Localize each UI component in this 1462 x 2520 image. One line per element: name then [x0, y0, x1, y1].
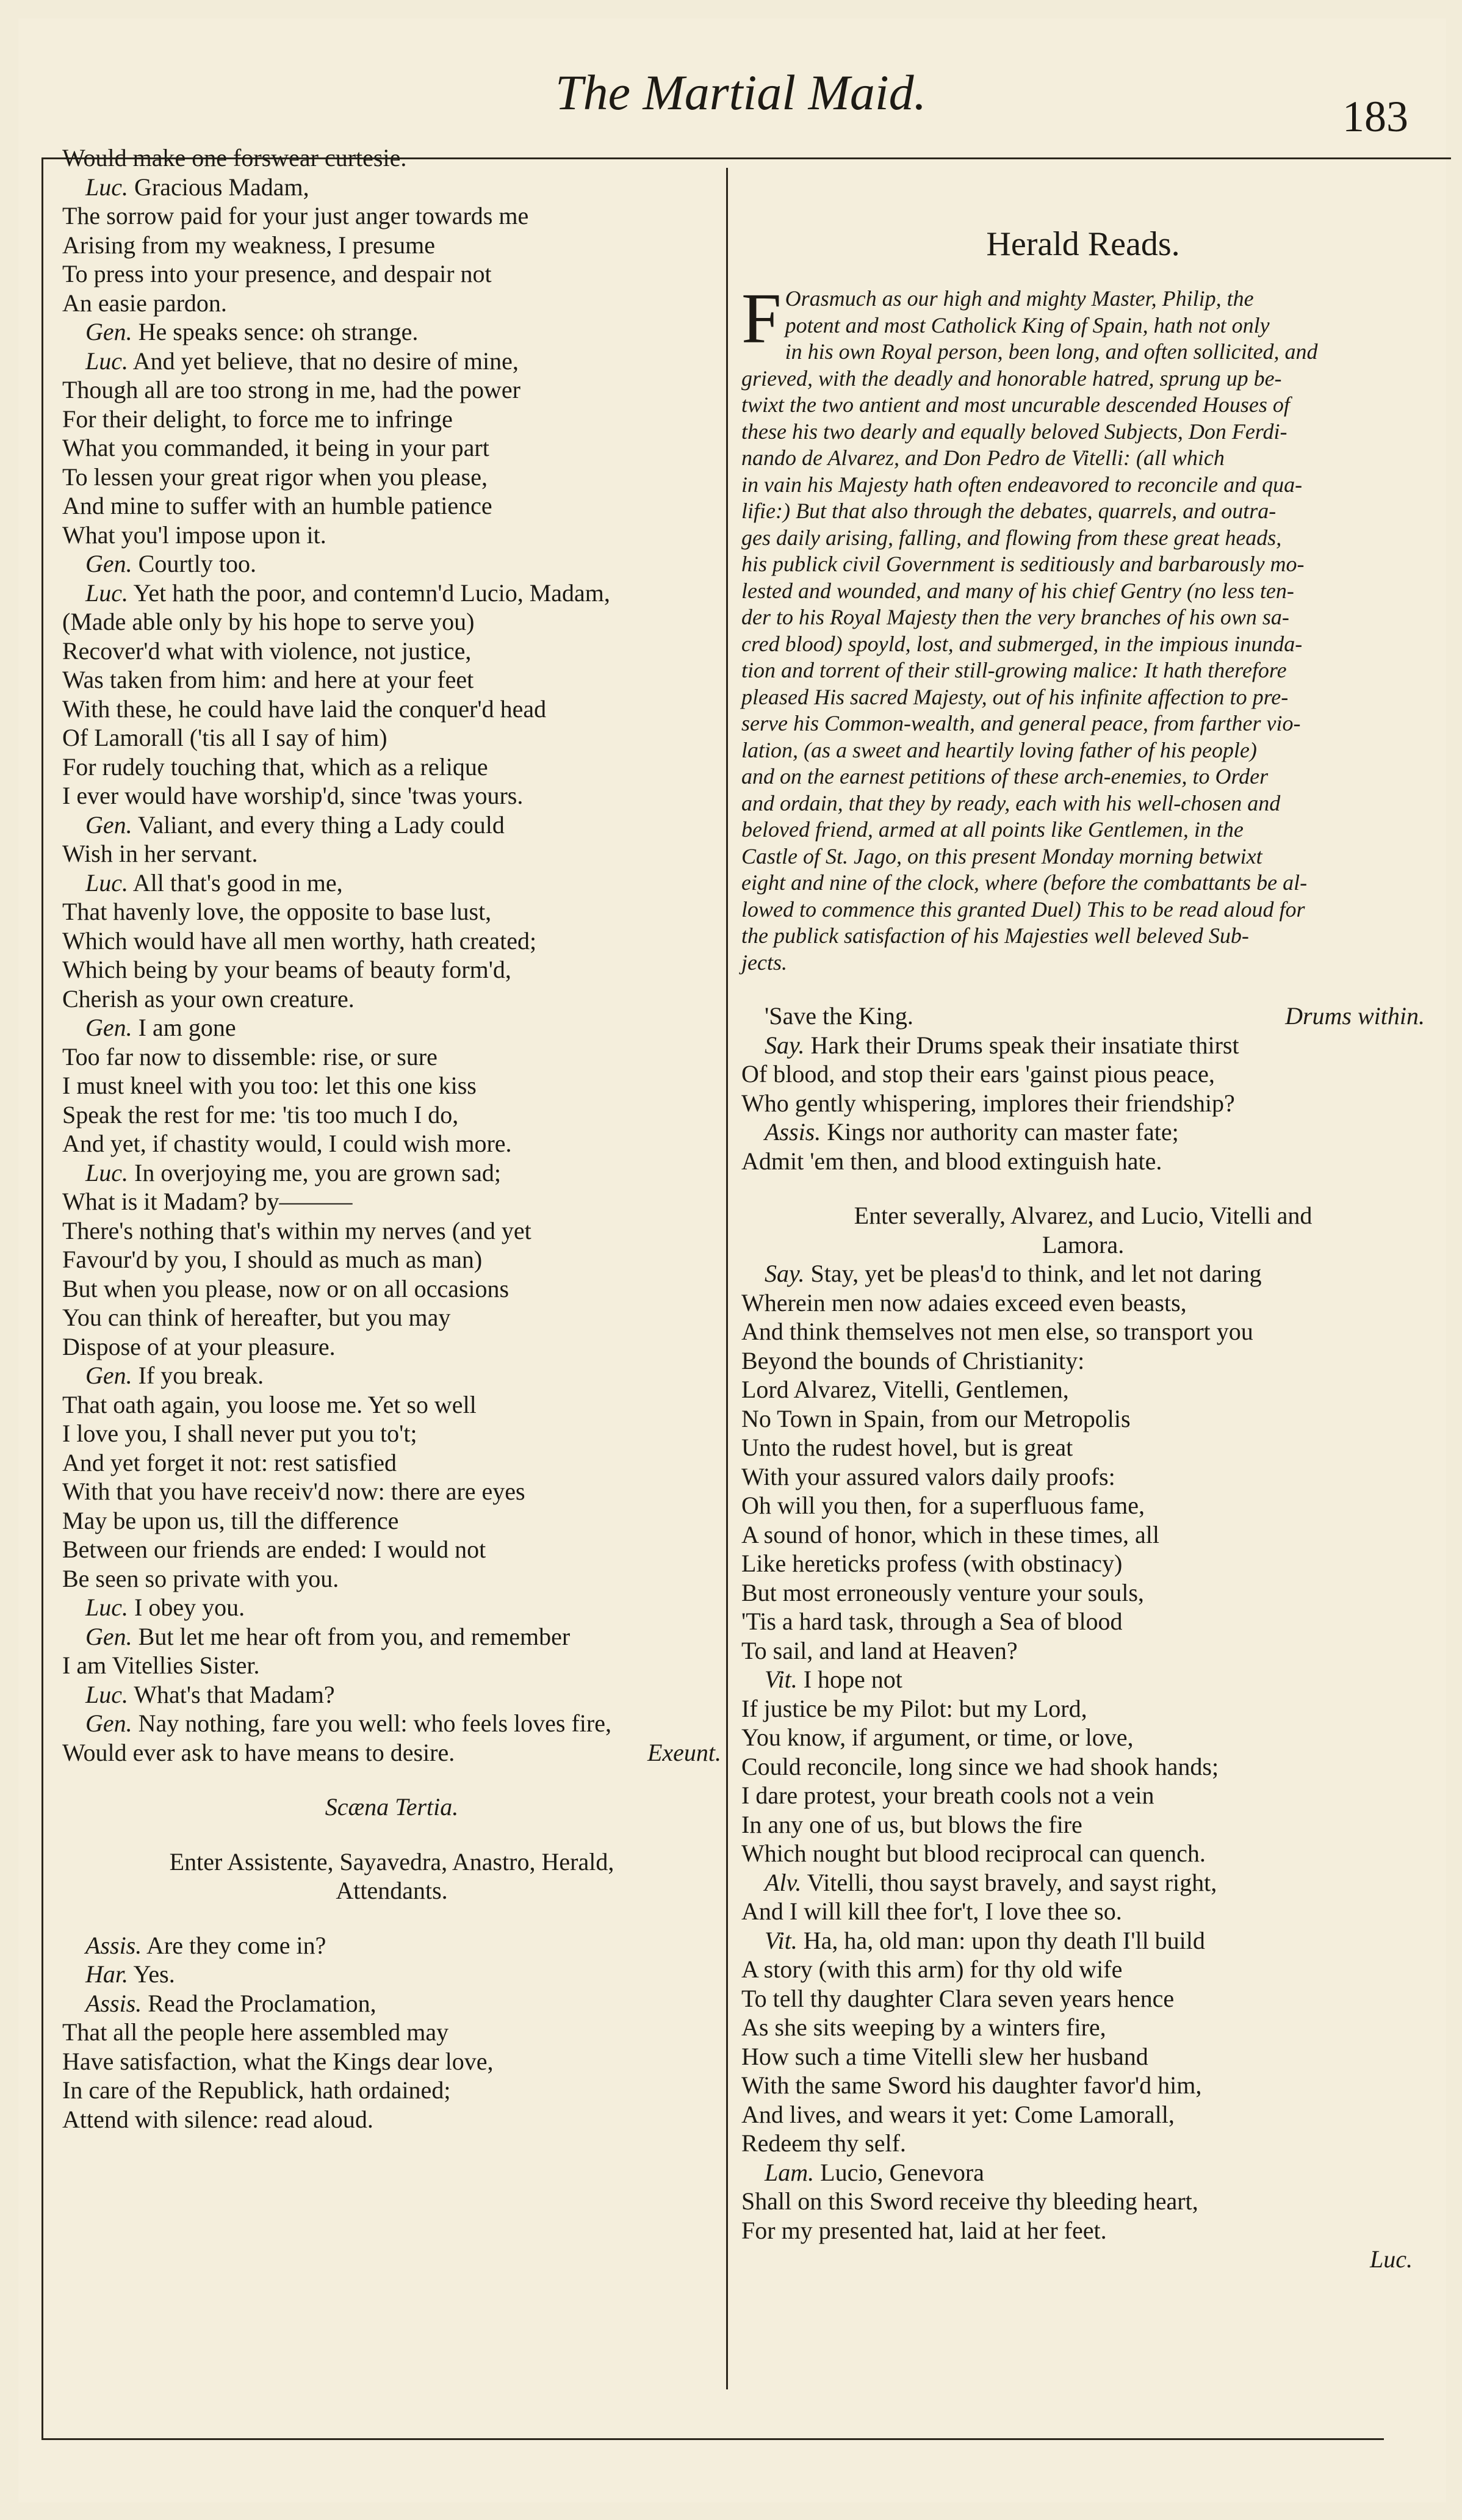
line-text: And I will kill thee for't, I love thee so.: [741, 1897, 1122, 1925]
verse-line: [741, 1002, 1425, 1031]
line-text: Valiant, and every thing a Lady could: [137, 811, 505, 839]
verse-line: [741, 1984, 1425, 2013]
right-column: [741, 220, 1425, 2274]
line-text: What is it Madam? by———: [62, 1188, 353, 1215]
speaker-name: Har.: [85, 1960, 129, 1988]
speech-line: [62, 347, 721, 376]
line-text: To sail, and land at Heaven?: [741, 1636, 1018, 1664]
line-text: I love you, I shall never put you to't;: [62, 1420, 417, 1447]
proclamation-line: and on the earnest petitions of these arch-enemies, to Order: [741, 764, 1269, 789]
line-text: With that you have receiv'd now: there are eyes: [62, 1478, 525, 1505]
verse-line: [62, 143, 721, 173]
line-text: For my presented hat, laid at her feet.: [741, 2216, 1107, 2244]
speech-line: [62, 1158, 721, 1188]
line-text: Arising from my weakness, I presume: [62, 231, 435, 259]
verse-line: [741, 1060, 1425, 1089]
verse-line: [62, 781, 721, 811]
line-text: Shall on this Sword receive thy bleeding heart,: [741, 2187, 1198, 2215]
proclamation-line: and ordain, that they by ready, each with his well-chosen and: [741, 790, 1281, 815]
stage-direction: Exeunt.: [647, 1738, 721, 1766]
verse-line: [741, 2216, 1425, 2245]
proclamation-line: ges daily arising, falling, and flowing from these great heads,: [741, 525, 1282, 550]
speaker-name: Luc.: [85, 868, 128, 897]
line-text: (Made able only by his hope to serve you): [62, 608, 475, 635]
bottom-rule: [41, 2438, 1384, 2440]
verse-line: [62, 2018, 721, 2047]
verse-line: [741, 1375, 1425, 1404]
line-text: To press into your presence, and despair not: [62, 260, 492, 287]
spacer: [62, 1905, 721, 1931]
verse-line: [62, 695, 721, 724]
speaker-name: Gen.: [85, 811, 132, 839]
line-text: Cherish as your own creature.: [62, 984, 355, 1013]
verse-line: [62, 984, 721, 1014]
line-text: No Town in Spain, from our Metropolis: [741, 1404, 1131, 1432]
verse-line: [741, 1694, 1425, 1724]
speaker-name: Luc.: [85, 1594, 128, 1621]
verse-line: [62, 1564, 721, 1594]
verse-line: [62, 433, 721, 463]
spacer: [62, 1822, 721, 1847]
proclamation-line: lifie:) But that also through the debates, quarrels, and outra-: [741, 499, 1277, 523]
verse-line: [741, 1520, 1425, 1550]
line-text: Be seen so private with you.: [62, 1564, 339, 1592]
verse-line: [62, 926, 721, 956]
speech-line: [62, 1931, 721, 1960]
speaker-name: Say.: [765, 1260, 805, 1287]
proclamation-line: his publick civil Government is seditiously and barbarously mo-: [741, 552, 1305, 576]
verse-line: [62, 259, 721, 289]
proclamation-line: lowed to commence this granted Duel) This to be read aloud for: [741, 897, 1305, 922]
line-text: What's that Madam?: [134, 1680, 335, 1708]
line-text: A story (with this arm) for thy old wife: [741, 1955, 1123, 1983]
line-text: Beyond the bounds of Christianity:: [741, 1346, 1085, 1374]
line-text: How such a time Vitelli slew her husband: [741, 2042, 1148, 2070]
speaker-name: Gen.: [85, 1622, 132, 1650]
line-text: Who gently whispering, implores their friendship?: [741, 1089, 1235, 1117]
verse-line: [62, 1419, 721, 1448]
verse-line: [62, 1100, 721, 1130]
line-text: If justice be my Pilot: but my Lord,: [741, 1694, 1087, 1722]
line-text: I am gone: [138, 1014, 236, 1041]
verse-line: [62, 839, 721, 868]
verse-line: [62, 521, 721, 550]
verse-line: [741, 1636, 1425, 1666]
line-text: The sorrow paid for your just anger towards me: [62, 202, 529, 229]
spacer: [741, 1175, 1425, 1201]
proclamation-line: nando de Alvarez, and Don Pedro de Vitelli: (all which: [741, 446, 1225, 470]
verse-line: [62, 753, 721, 782]
verse-line: [741, 1433, 1425, 1462]
speaker-name: Gen.: [85, 1362, 132, 1389]
verse-line: [741, 1288, 1425, 1318]
speech-line: [62, 317, 721, 347]
speaker-name: Assis.: [85, 1931, 142, 1959]
verse-line: [62, 1506, 721, 1536]
proclamation-line: twixt the two antient and most uncurable descended Houses of: [741, 392, 1290, 417]
line-text: Would make one forswear curtesie.: [62, 144, 407, 171]
line-text: You can think of hereafter, but you may: [62, 1304, 451, 1331]
line-text: In overjoying me, you are grown sad;: [134, 1158, 501, 1186]
stage-direction: Drums within.: [1285, 1002, 1425, 1030]
speech-line: [62, 173, 721, 202]
stage-direction: Lamora.: [1042, 1230, 1125, 1258]
proclamation-line: jects.: [741, 950, 787, 975]
verse-line: [62, 1448, 721, 1478]
verse-line: [62, 405, 721, 434]
proclamation-line: potent and most Catholick King of Spain, hath not only: [785, 312, 1270, 338]
verse-line: [741, 1147, 1425, 1176]
speech-line: [62, 1960, 721, 1989]
verse-line: [741, 2187, 1425, 2216]
line-text: For their delight, to force me to infringe: [62, 405, 453, 433]
stage-direction: Attendants.: [336, 1877, 448, 1904]
verse-line: [741, 1752, 1425, 1782]
spacer: [741, 976, 1425, 1002]
verse-line: [62, 1477, 721, 1506]
line-text: Gracious Madam,: [134, 173, 309, 201]
proclamation-line: der to his Royal Majesty then the very branches of his own sa-: [741, 605, 1289, 629]
verse-line: [62, 491, 721, 521]
verse-line: [741, 1955, 1425, 1984]
verse-line: [741, 1346, 1425, 1376]
verse-line: [62, 1390, 721, 1420]
line-text: May be upon us, till the difference: [62, 1506, 399, 1534]
book-page: [18, 18, 1446, 2502]
speech-line: [62, 549, 721, 579]
verse-line: [741, 2129, 1425, 2158]
line-text: Lucio, Genevora: [820, 2158, 984, 2186]
line-text: I dare protest, your breath cools not a vein: [741, 1782, 1154, 1809]
speaker-name: Gen.: [85, 318, 132, 345]
speech-line: [741, 1868, 1425, 1897]
line-text: That oath again, you loose me. Yet so well: [62, 1390, 477, 1418]
verse-line: [741, 2071, 1425, 2100]
verse-line: [741, 1781, 1425, 1810]
verse-line: [62, 1187, 721, 1216]
line-text: I ever would have worship'd, since 'twas yours.: [62, 782, 524, 809]
line-text: I must kneel with you too: let this one kiss: [62, 1072, 477, 1099]
line-text: But when you please, now or on all occasions: [62, 1274, 510, 1302]
line-text: Yes.: [133, 1960, 175, 1988]
line-text: Like hereticks profess (with obstinacy): [741, 1550, 1123, 1577]
line-text: 'Tis a hard task, through a Sea of blood: [741, 1608, 1123, 1635]
verse-line: [741, 1549, 1425, 1578]
line-text: Wherein men now adaies exceed even beasts,: [741, 1288, 1187, 1316]
verse-line: [62, 955, 721, 984]
proclamation-line: grieved, with the deadly and honorable hatred, sprung up be-: [741, 366, 1282, 391]
line-text: And yet forget it not: rest satisfied: [62, 1448, 397, 1476]
line-text: Too far now to dissemble: rise, or sure: [62, 1042, 438, 1070]
line-text: I hope not: [803, 1666, 902, 1693]
stage-direction: Enter severally, Alvarez, and Lucio, Vitelli and: [854, 1202, 1313, 1229]
verse-line: [62, 1216, 721, 1246]
speech-line: [62, 1361, 721, 1390]
line-text: Would ever ask to have means to desire.: [62, 1738, 455, 1766]
line-text: Which being by your beams of beauty form'd,: [62, 956, 511, 983]
line-text: Are they come in?: [146, 1931, 326, 1959]
line-text: Dispose of at your pleasure.: [62, 1332, 336, 1360]
line-text: Lord Alvarez, Vitelli, Gentlemen,: [741, 1376, 1069, 1403]
line-text: For rudely touching that, which as a relique: [62, 753, 488, 781]
proclamation-line: eight and nine of the clock, where (before the combattants be al-: [741, 870, 1308, 895]
line-text: He speaks sence: oh strange.: [138, 318, 419, 345]
line-text: That havenly love, the opposite to base lust,: [62, 898, 492, 925]
verse-line: [741, 1404, 1425, 1434]
line-text: Nay nothing, fare you well: who feels loves fire,: [138, 1709, 611, 1737]
speech-line: [62, 1013, 721, 1042]
line-text: To tell thy daughter Clara seven years hence: [741, 1984, 1175, 2012]
verse-line: [62, 1535, 721, 1564]
line-text: Kings nor authority can master fate;: [827, 1118, 1179, 1146]
line-text: As she sits weeping by a winters fire,: [741, 2013, 1106, 2041]
line-text: Of Lamorall ('tis all I say of him): [62, 724, 387, 751]
speaker-name: Say.: [765, 1031, 805, 1059]
line-text: And yet, if chastity would, I could wish more.: [62, 1130, 512, 1157]
speaker-name: Assis.: [765, 1118, 821, 1146]
verse-line: [741, 1317, 1425, 1346]
line-text: I am Vitellies Sister.: [62, 1652, 260, 1679]
verse-line: [62, 723, 721, 753]
line-text: And yet believe, that no desire of mine,: [132, 347, 519, 375]
proclamation-line: beloved friend, armed at all points like Gentlemen, in the: [741, 817, 1244, 842]
line-text: Hark their Drums speak their insatiate thirst: [810, 1031, 1239, 1059]
verse-line: [62, 2076, 721, 2105]
line-text: With your assured valors daily proofs:: [741, 1462, 1115, 1490]
verse-line: [62, 1332, 721, 1362]
verse-line: [62, 1071, 721, 1100]
line-text: An easie pardon.: [62, 289, 227, 317]
line-text: If you break.: [138, 1362, 264, 1389]
verse-line: [741, 1578, 1425, 1608]
verse-line: [62, 289, 721, 318]
line-text: 'Save the King.: [765, 1002, 913, 1030]
proclamation-line: tion and torrent of their still-growing malice: It hath therefore: [741, 658, 1287, 682]
speaker-name: Luc.: [85, 1158, 128, 1186]
verse-line: [62, 1129, 721, 1158]
verse-line: [62, 463, 721, 492]
verse-line: [62, 231, 721, 260]
speaker-name: Luc.: [85, 347, 128, 375]
line-text: A sound of honor, which in these times, all: [741, 1520, 1159, 1548]
speaker-name: Vit.: [765, 1666, 798, 1693]
scene-heading: Scæna Tertia.: [325, 1793, 459, 1821]
line-text: Unto the rudest hovel, but is great: [741, 1434, 1073, 1461]
verse-line: [741, 1839, 1425, 1868]
verse-line: [62, 2047, 721, 2076]
line-text: Yet hath the poor, and contemn'd Lucio, Madam,: [133, 579, 610, 607]
proclamation-line: these his two dearly and equally beloved Subjects, Don Ferdi-: [741, 419, 1287, 444]
right-column-dialogue: [741, 1002, 1425, 2245]
speech-line: [741, 1259, 1425, 1288]
verse-line: [62, 1274, 721, 1304]
proclamation-line: serve his Common-wealth, and general peace, from farther vio-: [741, 711, 1301, 735]
line-text: Wish in her servant.: [62, 840, 258, 867]
verse-line: [62, 1042, 721, 1072]
line-text: Could reconcile, long since we had shook hands;: [741, 1752, 1219, 1780]
left-rule: [41, 157, 43, 2440]
line-text: Read the Proclamation,: [148, 1989, 376, 2017]
speech-line: [62, 811, 721, 840]
column-divider: [726, 168, 728, 2389]
speaker-name: Alv.: [765, 1868, 802, 1896]
verse-line: [62, 1303, 721, 1332]
line-text: To lessen your great rigor when you please,: [62, 463, 488, 491]
line-text: Favour'd by you, I should as much as man): [62, 1246, 483, 1273]
line-text: I obey you.: [134, 1594, 245, 1621]
verse-line: [62, 2105, 721, 2134]
line-text: All that's good in me,: [132, 868, 343, 897]
proclamation-line: the publick satisfaction of his Majesties well beleved Sub-: [741, 923, 1249, 948]
line-text: With these, he could have laid the conquer'd head: [62, 695, 547, 723]
proclamation-text: [741, 278, 1425, 1002]
line-text: Which would have all men worthy, hath created;: [62, 926, 537, 955]
line-text: Between our friends are ended: I would not: [62, 1536, 486, 1563]
proclamation-line: in his own Royal person, been long, and often sollicited, and: [785, 339, 1318, 364]
proclamation-line: cred blood) spoyld, lost, and submerged, in the impious inunda-: [741, 631, 1303, 656]
verse-line: [741, 2100, 1425, 2129]
running-head: The Martial Maid.: [555, 65, 927, 120]
proclamation-line: lation, (as a sweet and heartily loving father of his people): [741, 737, 1257, 762]
verse-line: [62, 201, 721, 231]
speech-line: [741, 1031, 1425, 1060]
speech-line: [741, 2158, 1425, 2187]
verse-line: [62, 897, 721, 926]
catchword: Luc.: [1370, 2245, 1413, 2273]
line-text: But let me hear oft from you, and remember: [138, 1622, 571, 1650]
line-text: And think themselves not men else, so transport you: [741, 1318, 1253, 1345]
line-text: Courtly too.: [138, 550, 256, 577]
speech-line: [62, 1989, 721, 2018]
speech-line: [62, 579, 721, 608]
left-column: [62, 143, 721, 2134]
line-text: Redeem thy self.: [741, 2129, 906, 2157]
speaker-name: Lam.: [765, 2158, 815, 2186]
verse-line: [62, 375, 721, 405]
speech-line: [62, 1680, 721, 1709]
line-text: Which nought but blood reciprocal can quench.: [741, 1839, 1206, 1867]
herald-heading: Herald Reads.: [986, 225, 1180, 263]
speech-line: [741, 1117, 1425, 1147]
speaker-name: Gen.: [85, 1014, 132, 1041]
speech-line: [62, 1709, 721, 1738]
speech-line: [741, 1665, 1425, 1694]
verse-line: [62, 1738, 721, 1767]
verse-line: [741, 2013, 1425, 2042]
line-text: That all the people here assembled may: [62, 2018, 449, 2046]
verse-line: [741, 2042, 1425, 2071]
speaker-name: Luc.: [85, 1680, 128, 1708]
line-text: But most erroneously venture your souls,: [741, 1578, 1144, 1606]
speaker-name: Gen.: [85, 1709, 132, 1737]
verse-line: [62, 637, 721, 666]
speaker-name: Luc.: [85, 579, 128, 607]
line-text: Vitelli, thou sayst bravely, and sayst right,: [807, 1868, 1217, 1896]
speech-line: [62, 1593, 721, 1622]
verse-line: [62, 607, 721, 637]
verse-line: [741, 1491, 1425, 1520]
speech-line: [62, 1622, 721, 1652]
speech-line: [741, 1926, 1425, 1955]
line-text: Was taken from him: and here at your feet: [62, 666, 474, 693]
line-text: In any one of us, but blows the fire: [741, 1810, 1082, 1838]
line-text: There's nothing that's within my nerves (and yet: [62, 1216, 531, 1244]
line-text: Of blood, and stop their ears 'gainst pious peace,: [741, 1060, 1215, 1088]
proclamation-line: Castle of St. Jago, on this present Monday morning betwixt: [741, 843, 1262, 868]
spacer: [62, 1767, 721, 1793]
line-text: What you'l impose upon it.: [62, 521, 326, 549]
line-text: In care of the Republick, hath ordained;: [62, 2076, 451, 2104]
speaker-name: Gen.: [85, 550, 132, 577]
line-text: And lives, and wears it yet: Come Lamorall,: [741, 2100, 1175, 2128]
verse-line: [62, 1651, 721, 1680]
verse-line: [741, 1810, 1425, 1839]
line-text: Oh will you then, for a superfluous fame,: [741, 1492, 1145, 1519]
line-text: Speak the rest for me: 'tis too much I do,: [62, 1100, 459, 1128]
page-number: 183: [1342, 92, 1408, 141]
stage-direction: Enter Assistente, Sayavedra, Anastro, Herald,: [169, 1847, 614, 1876]
verse-line: [62, 665, 721, 695]
line-text: And mine to suffer with an humble patience: [62, 492, 492, 519]
line-text: Recover'd what with violence, not justice,: [62, 637, 472, 665]
verse-line: [741, 1089, 1425, 1118]
proclamation-line: lested and wounded, and many of his chief Gentry (no less ten-: [741, 578, 1294, 603]
verse-line: [741, 1607, 1425, 1636]
line-text: Though all are too strong in me, had the power: [62, 376, 520, 403]
line-text: What you commanded, it being in your part: [62, 434, 489, 461]
verse-line: [741, 1723, 1425, 1752]
line-text: With the same Sword his daughter favor'd him,: [741, 2071, 1202, 2099]
proclamation-line: in vain his Majesty hath often endeavored to reconcile and qua-: [741, 472, 1303, 497]
drop-capital: F: [741, 278, 782, 358]
verse-line: [741, 1462, 1425, 1492]
line-text: Have satisfaction, what the Kings dear love,: [62, 2047, 494, 2075]
speaker-name: Luc.: [85, 173, 128, 201]
proclamation-line: Orasmuch as our high and mighty Master, Philip, the: [785, 286, 1254, 311]
verse-line: [741, 1897, 1425, 1926]
speech-line: [62, 868, 721, 898]
speaker-name: Vit.: [765, 1926, 798, 1954]
line-text: You know, if argument, or time, or love,: [741, 1724, 1134, 1751]
line-text: Attend with silence: read aloud.: [62, 2105, 373, 2133]
line-text: Admit 'em then, and blood extinguish hate.: [741, 1147, 1162, 1175]
proclamation-line: pleased His sacred Majesty, out of his infinite affection to pre-: [741, 684, 1289, 709]
line-text: Ha, ha, old man: upon thy death I'll build: [803, 1926, 1205, 1954]
speaker-name: Assis.: [85, 1989, 142, 2017]
verse-line: [62, 1245, 721, 1274]
line-text: Stay, yet be pleas'd to think, and let not daring: [810, 1260, 1262, 1287]
